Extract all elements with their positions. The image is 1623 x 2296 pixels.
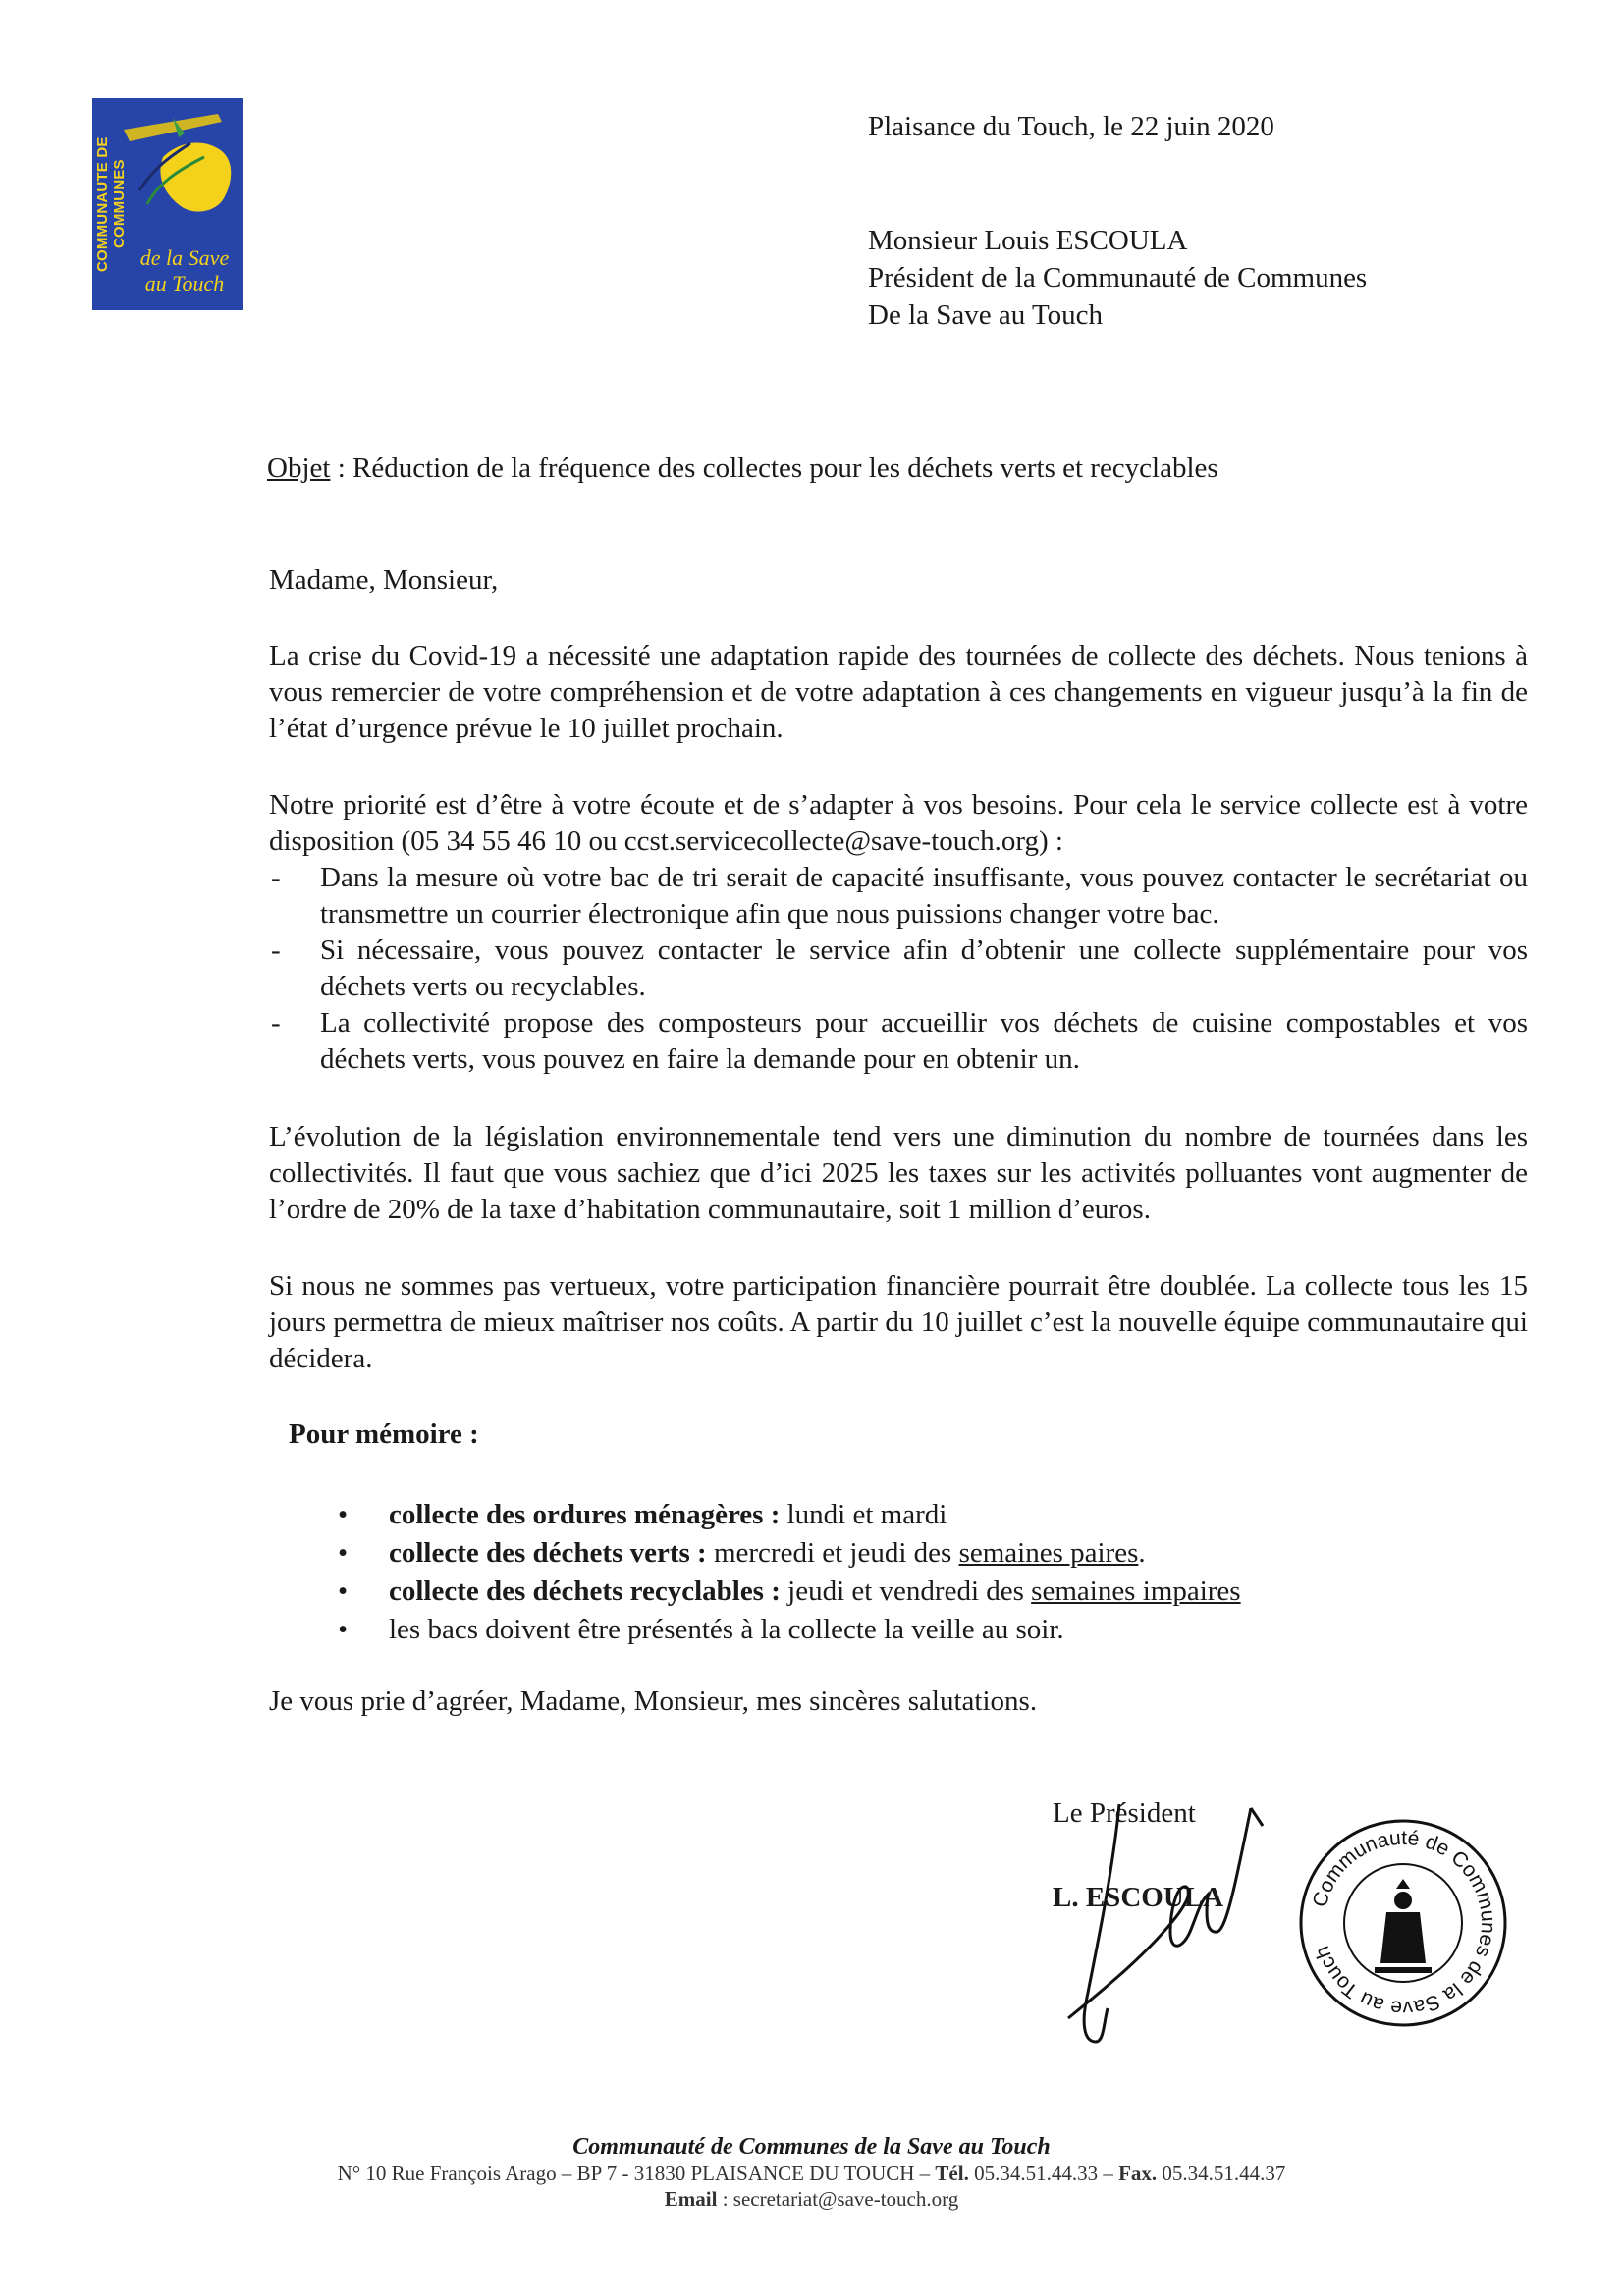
subject-separator: : [330, 453, 352, 484]
bullet-marker: • [338, 1537, 349, 1569]
memo-title: Pour mémoire : [289, 1418, 479, 1450]
list-item [269, 1005, 1528, 1078]
recipient-block [868, 222, 1367, 334]
official-seal-icon [1298, 1818, 1508, 2028]
memo-item-text: jeudi et vendredi des [780, 1575, 1032, 1607]
memo-item-after: . [1138, 1537, 1146, 1569]
paragraph-3-text: L’évolution de la législation environnementale tend vers une diminution du nombre de tournées dans les collectivités. Il faut que vous sachiez que d’ici 2025 les taxes sur les activités polluantes vont augmenter de l’ordre de 20% de la taxe d’habitation communautaire, soit 1 million d’euros. [269, 1121, 1528, 1225]
paragraph-1-text: La crise du Covid-19 a nécessité une adaptation rapide des tournées de collecte des déchets. Nous tenions à vous remercier de votre compréhension et de votre adaptation à ces changements en vigueur jusqu’à la fin de l’état d’urgence prévue le 10 juillet prochain. [269, 640, 1528, 744]
memo-list [334, 1496, 1414, 1649]
dash-marker: - [271, 1007, 281, 1039]
logo-side-text: COMMUNAUTE DE COMMUNES [94, 136, 128, 272]
footer-tel: 05.34.51.44.33 – [968, 2162, 1119, 2185]
memo-item [334, 1573, 1414, 1611]
list-item [269, 933, 1528, 1005]
paragraph-1 [269, 638, 1528, 747]
memo-item-label: collecte des déchets recyclables : [389, 1575, 781, 1607]
memo-item [334, 1611, 1414, 1649]
memo-item-underlined: semaines impaires [1031, 1575, 1241, 1607]
bullet-marker: • [338, 1499, 349, 1530]
memo-item-text: les bacs doivent être présentés à la collecte la veille au soir. [389, 1614, 1064, 1645]
subject-text: Réduction de la fréquence des collectes pour les déchets verts et recyclables [352, 453, 1218, 484]
list-item-text: La collectivité propose des composteurs pour accueillir vos déchets de cuisine compostables et vos déchets verts, vous pouvez en faire la demande pour en obtenir un. [320, 1007, 1528, 1075]
paragraph-4-text: Si nous ne sommes pas vertueux, votre participation financière pourrait être doublée. La collecte tous les 15 jours permettra de mieux maîtriser nos coûts. A partir du 10 juillet c’est la nouvelle équipe communautaire qui décidera. [269, 1270, 1528, 1374]
signatory-title: Le Président [1053, 1797, 1196, 1829]
recipient-title: Président de la Communauté de Communes [868, 262, 1368, 294]
dash-marker: - [271, 934, 281, 966]
memo-item-text: mercredi et jeudi des [706, 1537, 959, 1569]
contact-options-list [269, 860, 1528, 1078]
memo-item-label: collecte des déchets verts : [389, 1537, 707, 1569]
footer-fax: 05.34.51.44.37 [1157, 2162, 1286, 2185]
subject-line [267, 450, 1218, 487]
recipient-org: De la Save au Touch [868, 299, 1104, 331]
list-item [269, 860, 1528, 933]
bullet-marker: • [338, 1614, 349, 1645]
memo-item [334, 1534, 1414, 1573]
list-item-text: Si nécessaire, vous pouvez contacter le service afin d’obtenir une collecte supplémentaire pour vos déchets verts ou recyclables. [320, 934, 1528, 1002]
recipient-name: Monsieur Louis ESCOULA [868, 225, 1188, 256]
paragraph-4 [269, 1268, 1528, 1377]
signatory-name: L. ESCOULA [1053, 1882, 1224, 1913]
logo-script-line1: de la Save [139, 245, 230, 270]
organization-logo [92, 98, 243, 310]
bullet-marker: • [338, 1575, 349, 1607]
paragraph-3 [269, 1119, 1528, 1228]
memo-item [334, 1496, 1414, 1534]
handwritten-signature-icon [1060, 1796, 1286, 2071]
footer-tel-label: Tél. [935, 2162, 969, 2185]
seal-text: Communauté de Communes de la Save au Touch [1308, 1826, 1500, 2020]
footer-email-line [0, 2185, 1623, 2213]
place-date: Plaisance du Touch, le 22 juin 2020 [868, 111, 1274, 142]
footer-address-line [0, 2160, 1623, 2187]
list-item-text: Dans la mesure où votre bac de tri serait de capacité insuffisante, vous pouvez contacter le secrétariat ou transmettre un courrier électronique afin que nous puissions changer votre bac. [320, 862, 1528, 930]
dash-marker: - [271, 862, 281, 893]
closing-formula: Je vous prie d’agréer, Madame, Monsieur, mes sincères salutations. [269, 1685, 1038, 1717]
salutation: Madame, Monsieur, [269, 564, 499, 596]
footer-address: N° 10 Rue François Arago – BP 7 - 31830 PLAISANCE DU TOUCH – [337, 2162, 936, 2185]
paragraph-2-text: Notre priorité est d’être à votre écoute et de s’adapter à vos besoins. Pour cela le service collecte est à votre disposition (05 34 55 46 10 ou ccst.servicecollecte@save-touch.org) : [269, 789, 1528, 857]
paragraph-2 [269, 787, 1528, 860]
memo-item-text: lundi et mardi [780, 1499, 947, 1530]
memo-item-underlined: semaines paires [958, 1537, 1139, 1569]
subject-label: Objet [267, 453, 331, 484]
memo-item-label: collecte des ordures ménagères : [389, 1499, 781, 1530]
footer-email-label: Email [664, 2187, 718, 2211]
logo-script-line2: au Touch [144, 271, 225, 295]
logo-emblem-icon [122, 108, 242, 245]
footer-fax-label: Fax. [1118, 2162, 1158, 2185]
footer-email: : secretariat@save-touch.org [717, 2187, 959, 2211]
footer-org: Communauté de Communes de la Save au Touch [572, 2134, 1051, 2160]
